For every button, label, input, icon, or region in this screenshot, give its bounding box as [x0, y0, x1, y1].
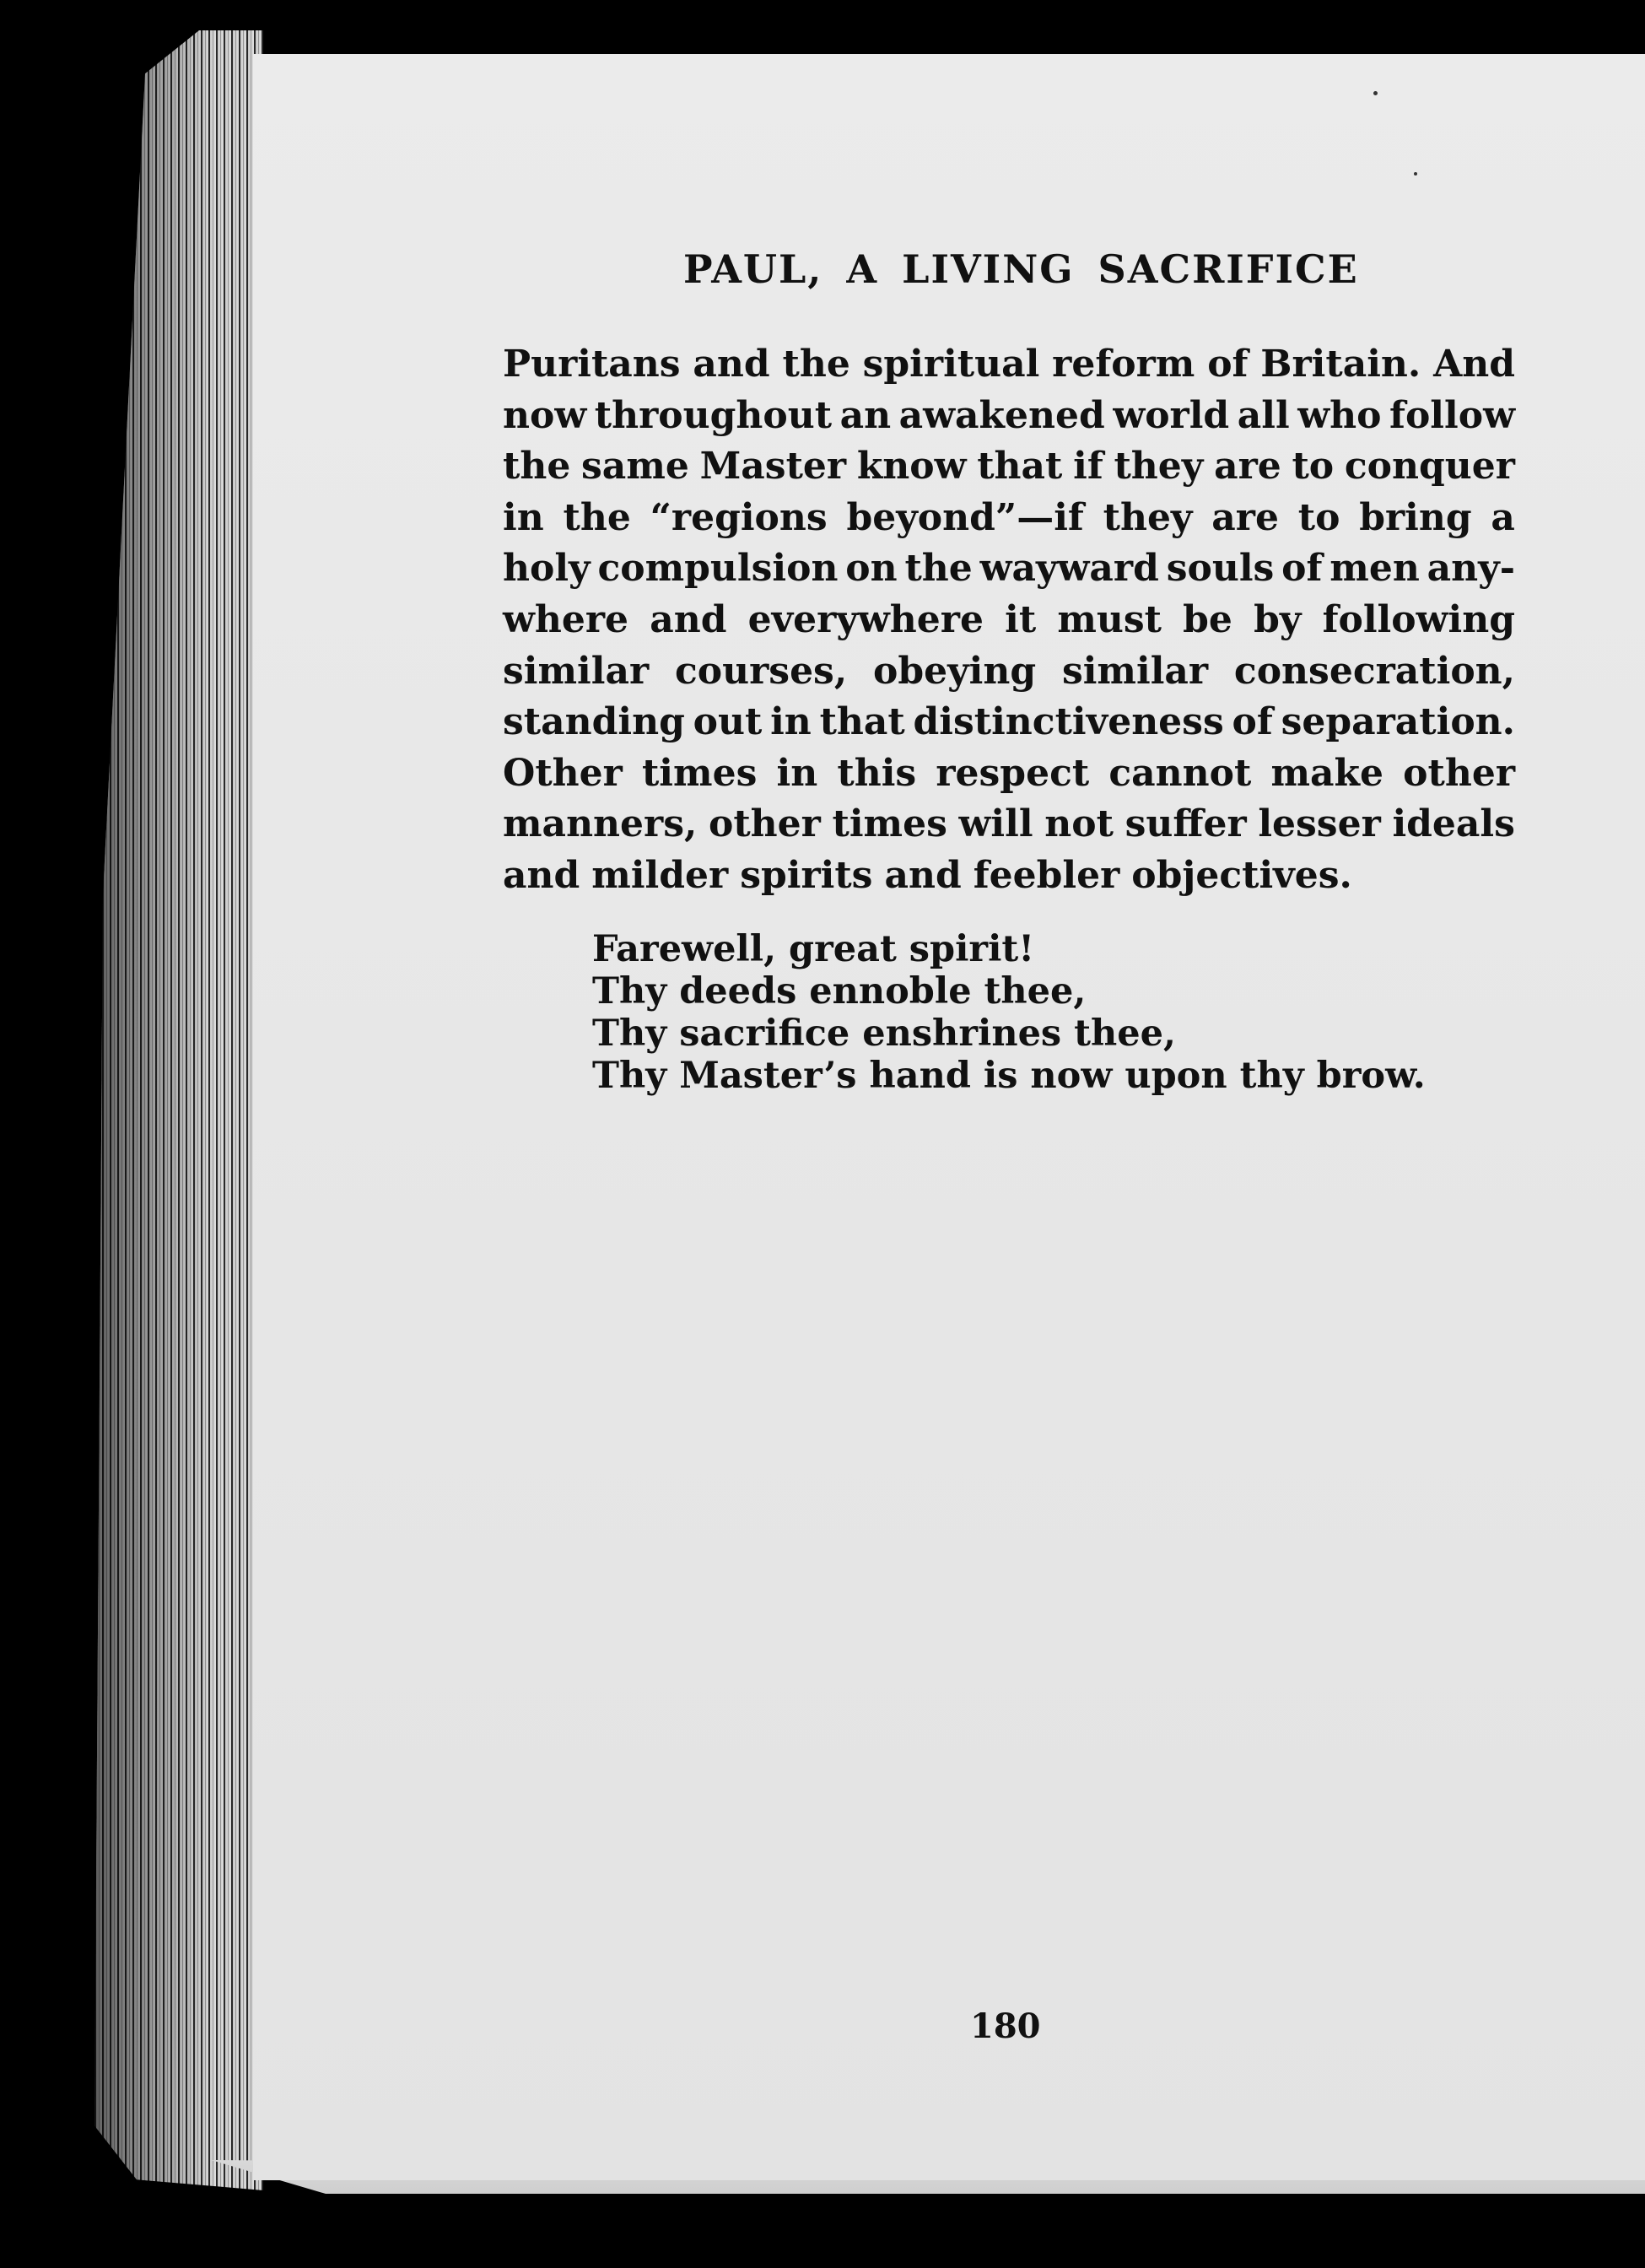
word: times [832, 802, 947, 846]
word: following [1322, 597, 1515, 641]
verse-line: Farewell, great spirit! [592, 928, 1035, 970]
word: and [503, 853, 580, 897]
word: the [782, 343, 850, 386]
word: and [884, 853, 962, 897]
word: who [1297, 393, 1382, 437]
word: awakened [898, 393, 1105, 437]
dust-speck [1414, 172, 1417, 176]
word: in [770, 700, 812, 744]
word: on [845, 547, 898, 591]
body-paragraph [503, 339, 1515, 902]
word: must [1057, 597, 1162, 641]
word: times [641, 751, 758, 795]
word: by [1254, 597, 1302, 641]
verse-line: Thy deeds ennoble thee, [592, 970, 1087, 1012]
word: will [958, 802, 1033, 846]
word: obeying [872, 649, 1037, 693]
word: and [650, 597, 727, 641]
word: compulsion [597, 547, 839, 591]
word: not [1044, 802, 1114, 846]
text-line [503, 850, 1515, 902]
word: objectives. [1131, 853, 1352, 897]
verse-block [592, 928, 1426, 1097]
word: spirits [740, 853, 873, 897]
word: conquer [1344, 445, 1515, 489]
word: of [1281, 547, 1323, 591]
word: suffer [1125, 802, 1247, 846]
word: all [1237, 393, 1290, 437]
word: beyond”—if [846, 495, 1084, 539]
word: of [1232, 700, 1273, 744]
text-line [503, 646, 1515, 698]
word: the [503, 445, 571, 489]
running-head: PAUL, A LIVING SACRIFICE [683, 246, 1359, 292]
word: respect [936, 751, 1090, 795]
word: world [1113, 393, 1230, 437]
word: cannot [1108, 751, 1252, 795]
text-line [503, 339, 1515, 391]
word: that [819, 700, 905, 744]
word: men [1329, 547, 1420, 591]
word: now [503, 393, 587, 437]
word: know [856, 445, 967, 489]
word: out [693, 700, 763, 744]
word: lesser [1258, 802, 1381, 846]
word: that [977, 445, 1063, 489]
text-line [503, 543, 1515, 595]
verse-line: Thy sacrifice enshrines thee, [592, 1012, 1176, 1055]
word: Puritans [503, 343, 681, 386]
word: distinctiveness [913, 700, 1224, 744]
text-line [503, 493, 1515, 544]
word: standing [503, 700, 685, 744]
word: an [839, 393, 892, 437]
verse-line: Thy Master’s hand is now upon thy brow. [592, 1055, 1426, 1097]
word: be [1183, 597, 1232, 641]
word: “regions [650, 495, 828, 539]
word: any- [1427, 547, 1515, 591]
word: follow [1389, 393, 1515, 437]
page-number: 180 [970, 2006, 1041, 2046]
word: souls [1166, 547, 1275, 591]
word: consecration, [1233, 649, 1515, 693]
text-line [503, 799, 1515, 850]
word: this [837, 751, 917, 795]
word: And [1433, 343, 1515, 386]
word: same [581, 445, 689, 489]
word: bring [1359, 495, 1472, 539]
text-line [503, 441, 1515, 493]
word: to [1297, 495, 1340, 539]
word: spiritual [862, 343, 1040, 386]
word: other [1403, 751, 1515, 795]
page-edge-shadow [94, 30, 263, 2190]
dust-speck [1373, 91, 1378, 95]
word: Master [699, 445, 847, 489]
word: are [1211, 495, 1279, 539]
word: holy [503, 547, 591, 591]
text-line [503, 748, 1515, 800]
word: manners, [503, 802, 698, 846]
word: other [708, 802, 821, 846]
text-line [503, 595, 1515, 646]
word: where [503, 597, 629, 641]
word: a [1491, 495, 1515, 539]
word: they [1114, 445, 1204, 489]
text-line [503, 697, 1515, 748]
word: of [1207, 343, 1249, 386]
text-line [503, 391, 1515, 442]
word: the [563, 495, 631, 539]
word: in [776, 751, 818, 795]
word: courses, [674, 649, 848, 693]
word: make [1270, 751, 1383, 795]
word: everywhere [747, 597, 984, 641]
word: they [1103, 495, 1193, 539]
word: it [1005, 597, 1037, 641]
word: ideals [1392, 802, 1515, 846]
word: and [693, 343, 770, 386]
word: are [1214, 445, 1281, 489]
word: Other [503, 751, 623, 795]
word: feebler [973, 853, 1120, 897]
word: to [1292, 445, 1335, 489]
word: in [503, 495, 544, 539]
word: if [1073, 445, 1103, 489]
word: similar [1061, 649, 1209, 693]
word: the [904, 547, 973, 591]
word: wayward [979, 547, 1159, 591]
word: similar [503, 649, 650, 693]
word: separation. [1281, 700, 1515, 744]
word: throughout [594, 393, 833, 437]
word: milder [591, 853, 729, 897]
word: reform [1052, 343, 1195, 386]
word: Britain. [1260, 343, 1421, 386]
